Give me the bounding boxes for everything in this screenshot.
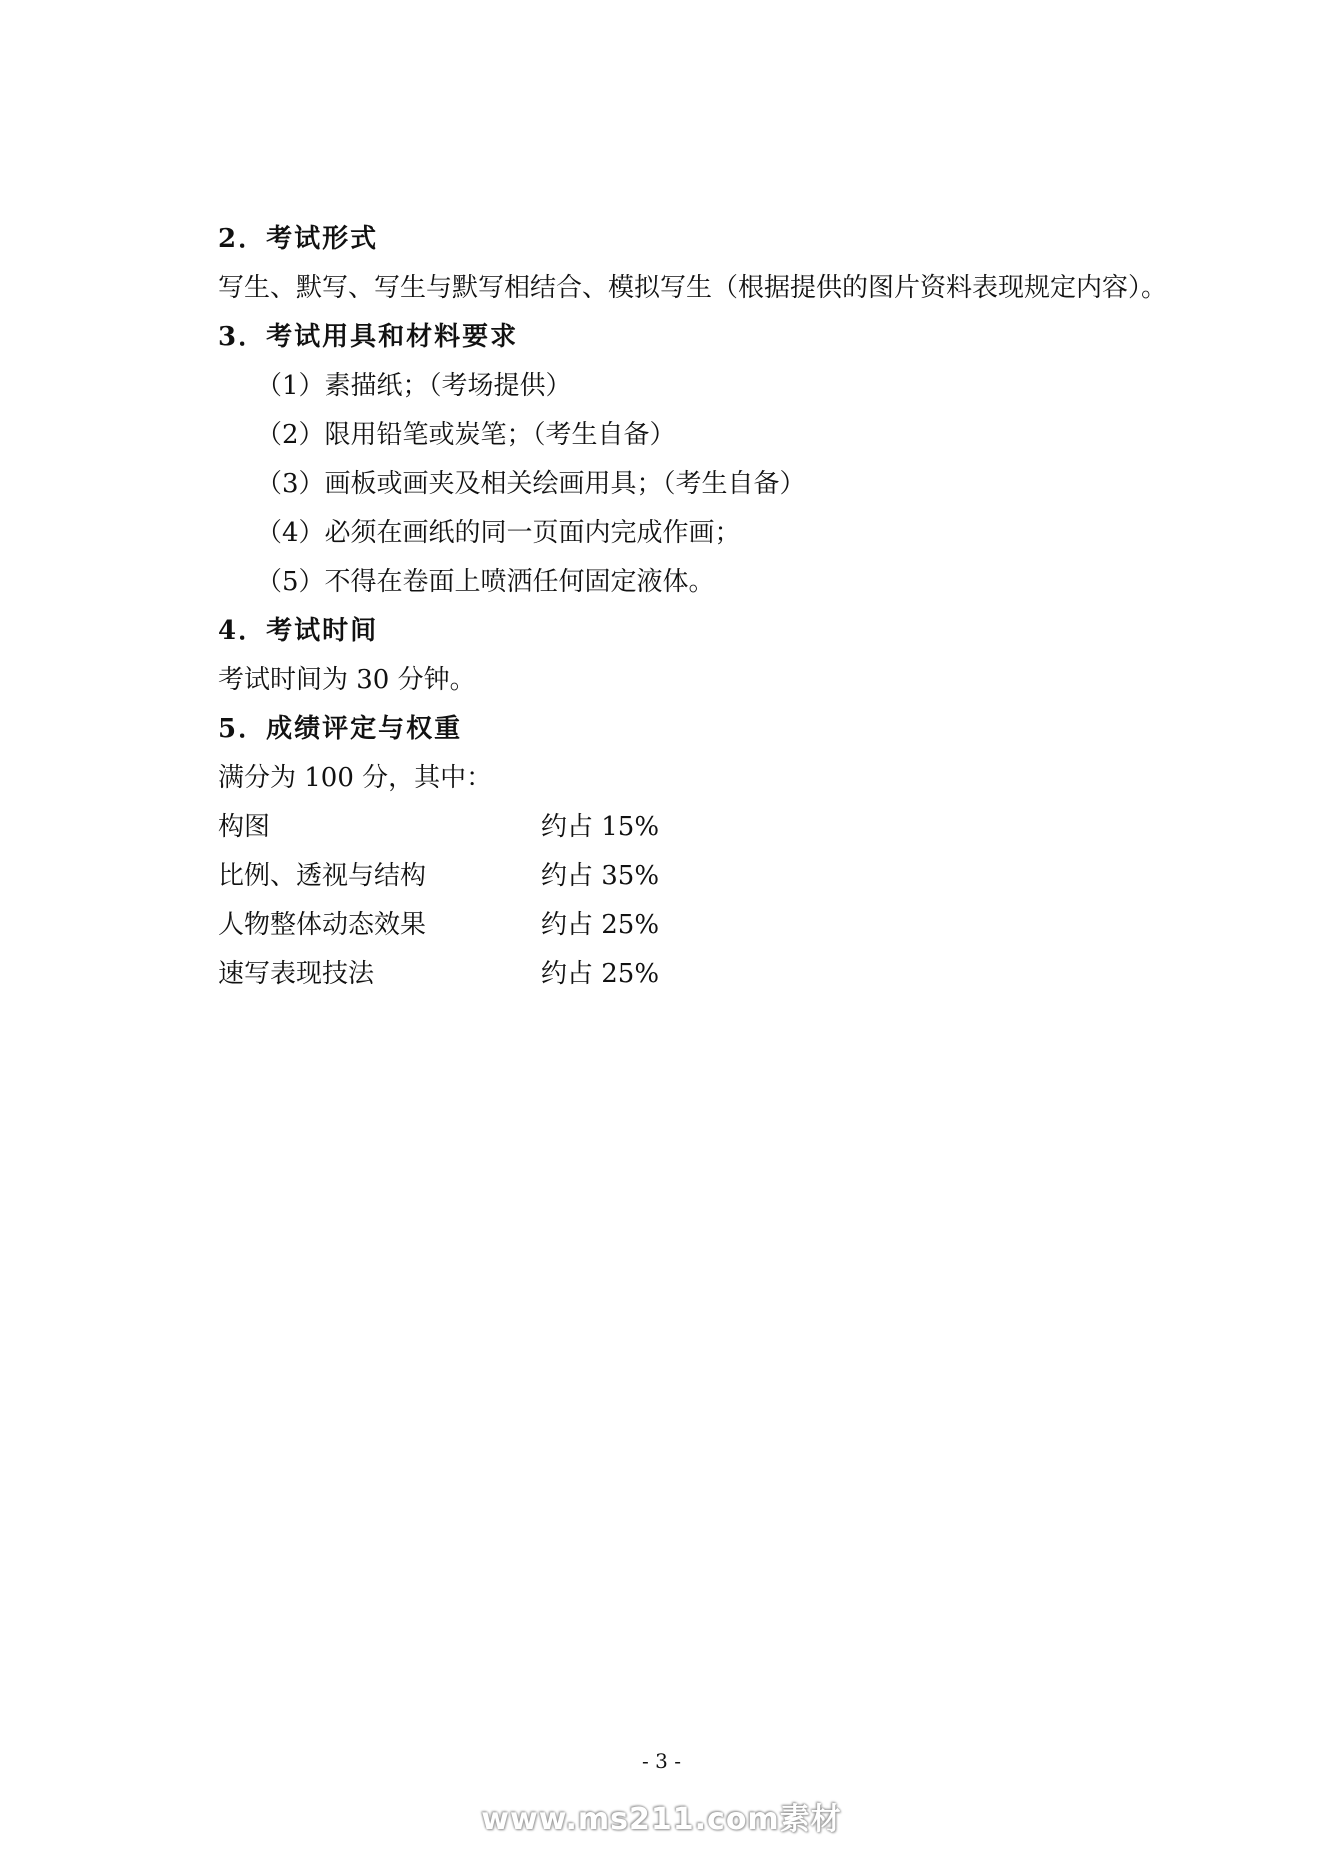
exam-form-text: 写生、默写、写生与默写相结合、模拟写生（根据提供的图片资料表现规定内容）。 xyxy=(218,273,1168,303)
scoring-row-label: 比例、透视与结构 xyxy=(218,861,427,891)
materials-item-2: （2）限用铅笔或炭笔；（考生自备） xyxy=(256,420,676,450)
scoring-row-value: 约占 35% xyxy=(541,861,660,891)
scoring-row-label: 速写表现技法 xyxy=(218,959,375,989)
materials-item-1: （1）素描纸；（考场提供） xyxy=(256,371,572,401)
page-number: - 3 - xyxy=(642,1749,681,1773)
scoring-row-label: 人物整体动态效果 xyxy=(218,910,427,940)
site-watermark: www.ms211.com素材 xyxy=(481,1802,842,1837)
section-heading-exam-form: 2．考试形式 xyxy=(218,224,379,254)
scoring-row-value: 约占 15% xyxy=(541,812,660,842)
materials-item-4: （4）必须在画纸的同一页面内完成作画； xyxy=(256,518,741,548)
scoring-row-label: 构图 xyxy=(218,812,271,842)
section-heading-exam-time: 4．考试时间 xyxy=(218,616,379,646)
materials-item-3: （3）画板或画夹及相关绘画用具；（考生自备） xyxy=(256,469,806,499)
section-heading-scoring: 5．成绩评定与权重 xyxy=(218,714,463,744)
scoring-intro: 满分为 100 分，其中： xyxy=(218,763,493,793)
exam-time-text: 考试时间为 30 分钟。 xyxy=(218,665,476,695)
materials-item-5: （5）不得在卷面上喷洒任何固定液体。 xyxy=(256,567,715,597)
scoring-row-value: 约占 25% xyxy=(541,910,660,940)
scoring-row-value: 约占 25% xyxy=(541,959,660,989)
section-heading-materials: 3．考试用具和材料要求 xyxy=(218,322,519,352)
